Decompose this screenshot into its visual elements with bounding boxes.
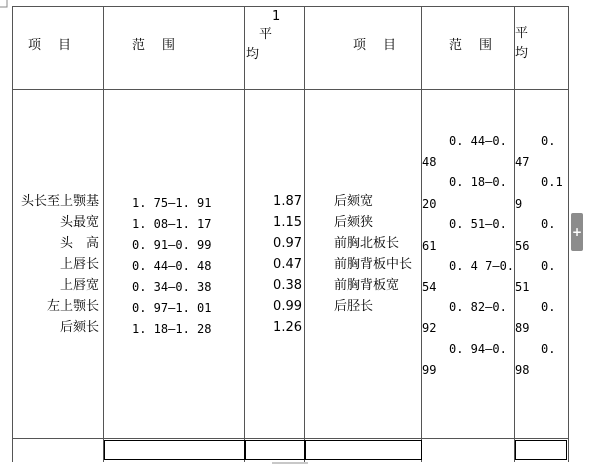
right-avg-head-4: 0. [541,300,556,314]
footer-cell-avg-right [515,440,567,460]
right-range-tail-2: 61 [422,239,437,253]
left-range-0: 1. 75—1. 91 [132,196,212,210]
right-avg-tail-5: 98 [515,363,530,377]
left-avg-1: 1.15 [273,215,302,230]
expand-panel-tab[interactable]: + [571,213,583,251]
left-range-2: 0. 91—0. 99 [132,238,212,252]
left-item-1: 头最宽 [59,215,99,230]
col-line-0 [12,6,13,462]
header-left-avg-footnote: 1 [272,9,281,24]
header-right-range: 范 围 [449,38,495,53]
right-range-tail-5: 99 [422,363,437,377]
table-top-border [12,6,569,7]
left-item-6: 后颏长 [59,320,99,335]
corner-mark-icon [0,0,8,8]
col-line-4 [421,6,422,462]
right-item-3: 前胸背板中长 [334,257,413,272]
right-avg-head-1: 0.1 [541,175,563,189]
header-left-item: 项 目 [28,38,74,53]
header-left-avg-char1: 平 [259,27,273,42]
left-avg-3: 0.47 [273,257,302,272]
col-line-3 [304,6,305,462]
left-item-5: 左上颚长 [46,299,99,314]
right-range-head-4: 0. 82—0. [449,300,507,314]
right-item-0: 后颏宽 [334,194,374,209]
left-item-3: 上唇长 [59,257,99,272]
right-avg-tail-3: 51 [515,280,530,294]
right-avg-head-5: 0. [541,342,556,356]
right-avg-tail-4: 89 [515,321,530,335]
col-line-1 [103,6,104,462]
page-bottom-marker [272,462,308,464]
right-range-head-1: 0. 18—0. [449,175,507,189]
left-range-1: 1. 08—1. 17 [132,217,212,231]
header-left-avg-char2: 均 [246,47,260,62]
header-divider [12,89,569,90]
right-range-tail-4: 92 [422,321,437,335]
left-range-3: 0. 44—0. 48 [132,259,212,273]
left-item-0: 头长至上颚基 [20,194,99,209]
header-left-range: 范 围 [132,38,178,53]
left-avg-0: 1.87 [273,194,302,209]
left-avg-5: 0.99 [273,299,302,314]
col-line-5 [514,6,515,462]
header-right-avg-char2: 均 [515,46,529,61]
col-line-6 [568,6,569,462]
left-avg-4: 0.38 [273,278,302,293]
left-item-4: 上唇宽 [59,278,99,293]
left-range-6: 1. 18—1. 28 [132,322,212,336]
right-avg-tail-2: 56 [515,239,530,253]
right-avg-tail-1: 9 [515,197,523,211]
right-range-tail-3: 54 [422,280,437,294]
col-line-2 [244,6,245,462]
right-avg-head-3: 0. [541,259,556,273]
right-item-2: 前胸北板长 [334,236,400,251]
left-avg-6: 1.26 [273,320,302,335]
right-range-head-3: 0. 4 7—0. [449,259,515,273]
right-range-tail-1: 20 [422,197,437,211]
right-range-head-2: 0. 51—0. [449,217,507,231]
left-range-4: 0. 34—0. 38 [132,280,212,294]
header-right-item: 项 目 [353,38,399,53]
body-bottom-border [12,438,569,439]
right-range-head-0: 0. 44—0. [449,134,507,148]
header-right-avg-char1: 平 [515,26,529,41]
right-item-5: 后胫长 [334,299,374,314]
left-range-5: 0. 97—1. 01 [132,301,212,315]
right-range-head-5: 0. 94—0. [449,342,507,356]
right-avg-head-0: 0. [541,134,556,148]
right-avg-head-2: 0. [541,217,556,231]
right-range-tail-0: 48 [422,155,437,169]
right-item-4: 前胸背板宽 [334,278,400,293]
right-avg-tail-0: 47 [515,155,530,169]
footer-cell-avg-left [245,440,305,460]
footer-cell-item-right [305,440,422,460]
left-item-2: 头 高 [59,236,99,251]
left-avg-2: 0.97 [273,236,302,251]
footer-cell-range-left [104,440,245,460]
right-item-1: 后颏狭 [334,215,374,230]
